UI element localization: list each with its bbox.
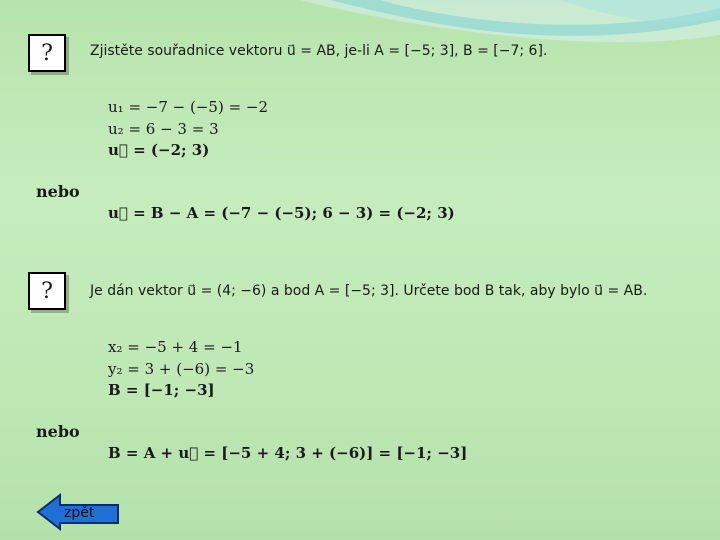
task-2-step-y2: y₂ = 3 + (−6) = −3 (108, 359, 255, 378)
task-2-alt-solution: B = A + u⃗ = [−5 + 4; 3 + (−6)] = [−1; −3] (108, 444, 468, 462)
back-button[interactable] (36, 492, 120, 532)
task-1-step-u2: u₂ = 6 − 3 = 3 (108, 119, 219, 138)
nebo-label-2: nebo (36, 422, 80, 441)
question-mark-1: ? (41, 40, 53, 66)
task-2-result: B = [−1; −3] (108, 381, 215, 399)
task-2-step-x2: x₂ = −5 + 4 = −1 (108, 338, 243, 356)
task-1-alt-solution: u⃗ = B − A = (−7 − (−5); 6 − 3) = (−2; 3) (108, 204, 455, 222)
task-2-text: Je dán vektor u⃗ = (4; −6) a bod A = [−5; 3]. Určete bod B tak, aby bylo u⃗ = AB. (90, 283, 648, 299)
task-1-text: Zjistěte souřadnice vektoru u⃗ = AB, je-li A = [−5; 3], B = [−7; 6]. (90, 43, 548, 59)
question-mark-2: ? (41, 278, 53, 304)
nebo-label-1: nebo (36, 182, 80, 201)
question-box-1 (28, 34, 66, 72)
question-box-2 (28, 272, 66, 310)
task-1-result: u⃗ = (−2; 3) (108, 141, 210, 159)
back-button-label: zpět (64, 505, 95, 521)
task-2-steps (108, 337, 254, 402)
task-1-steps (108, 97, 268, 162)
task-1-step-u1: u₁ = −7 − (−5) = −2 (108, 98, 269, 116)
